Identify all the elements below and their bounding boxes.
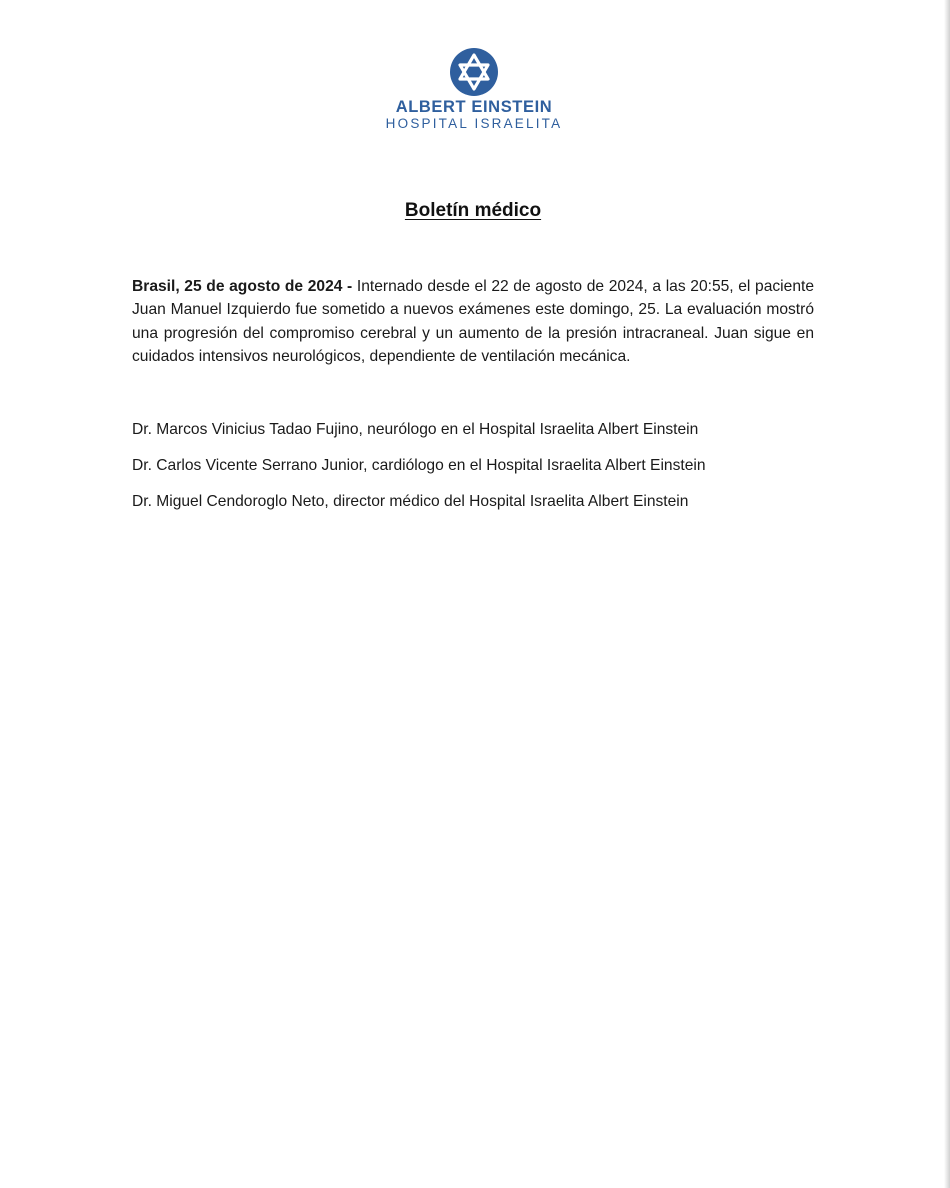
bulletin-body: Internado desde el 22 de agosto de 2024, a las 20:55, el paciente Juan Manuel Izquierdo fue sometido a nuevos exámenes este domingo, 25. La evaluación mostró una progresión del compromiso cerebral y un aumento de la presión intracraneal. Juan sigue en cuidados intensivos neurológicos, dependiente de ventilación mecánica. xyxy=(132,278,814,365)
signature-line: Dr. Carlos Vicente Serrano Junior, cardiólogo en el Hospital Israelita Albert Einstein xyxy=(132,457,706,474)
bulletin-paragraph xyxy=(132,275,814,368)
signature-list xyxy=(132,419,852,527)
star-of-david-circle-icon xyxy=(448,46,500,98)
hospital-logo xyxy=(380,46,570,136)
logo-name: ALBERT EINSTEIN xyxy=(395,98,553,116)
signature-line: Dr. Miguel Cendoroglo Neto, director médico del Hospital Israelita Albert Einstein xyxy=(132,493,689,510)
logo-subtitle: HOSPITAL ISRAELITA xyxy=(385,116,563,131)
page-title: Boletín médico xyxy=(404,200,542,221)
dateline: Brasil, 25 de agosto de 2024 - xyxy=(132,278,353,295)
page-edge xyxy=(944,0,950,1188)
signature-line: Dr. Marcos Vinicius Tadao Fujino, neurólogo en el Hospital Israelita Albert Einstein xyxy=(132,421,699,438)
